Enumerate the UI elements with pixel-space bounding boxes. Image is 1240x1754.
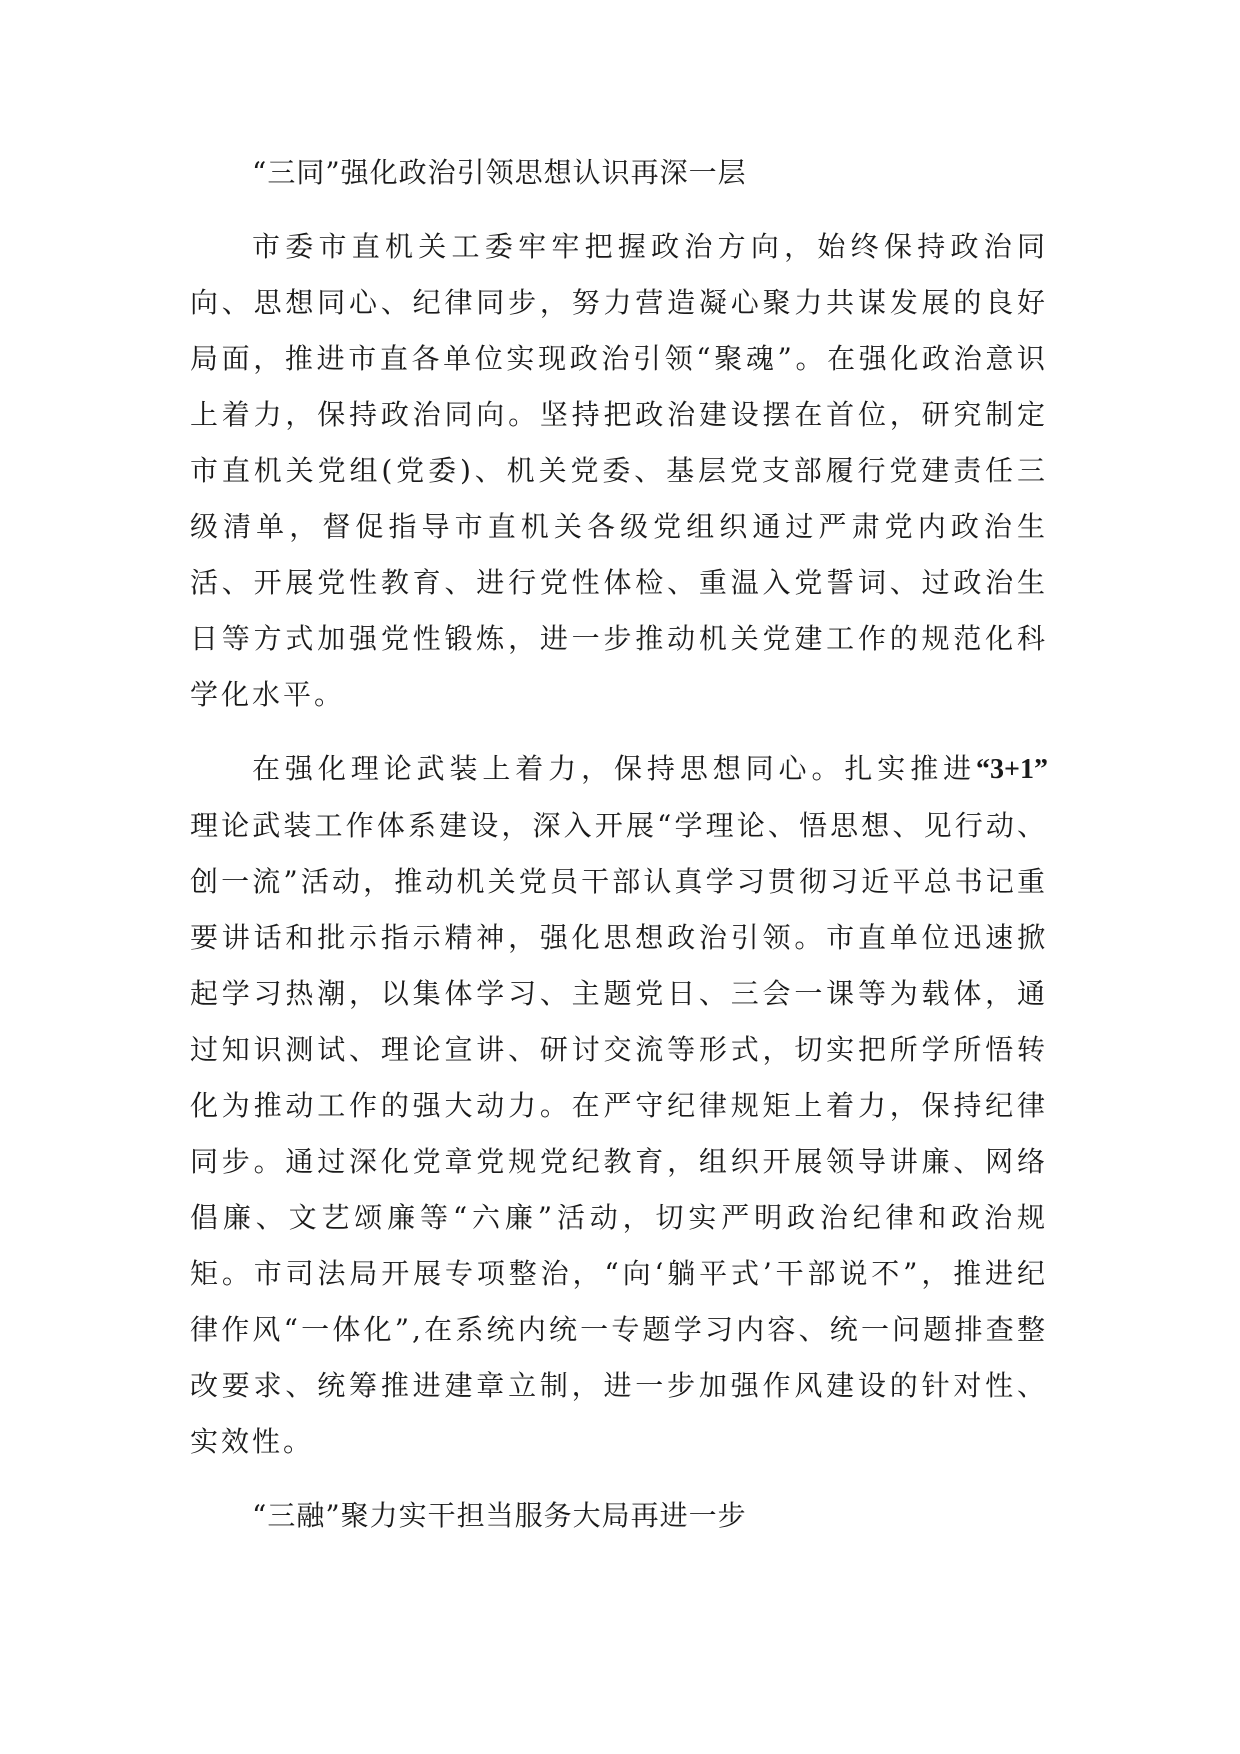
paragraph-2-bold-term: “3+1”: [976, 754, 1048, 785]
paragraph-2-lead: 在强化理论武装上着力，保持思想同心。扎实推进: [252, 752, 977, 785]
paragraph-2-rest: 理论武装工作体系建设，深入开展“学理论、悟思想、见行动、创一流”活动，推动机关党员干部认真学习贯彻习近平总书记重要讲话和批示指示精神，强化思想政治引领。市直单位迅速掀起学习热潮，以集体学习、主题党日、三会一课等为载体，通过知识测试、理论宣讲、研讨交流等形式，切实把所学所悟转化为推动工作的强大动力。在严守纪律规矩上着力，保持纪律同步。通过深化党章党规党纪教育，组织开展领导讲廉、网络倡廉、文艺颂廉等“六廉”活动，切实严明政治纪律和政治规矩。市司法局开展专项整治，“向‘躺平式’干部说不”，推进纪律作风“一体化”,在系统内统一专题学习内容、统一问题排查整改要求、统筹推进建章立制，进一步加强作风建设的针对性、实效性。: [190, 809, 1048, 1458]
section-heading-1: “三同”强化政治引领思想认识再深一层: [252, 156, 747, 189]
paragraph-2: [190, 741, 1048, 1470]
paragraph-1: 市委市直机关工委牢牢把握政治方向，始终保持政治同向、思想同心、纪律同步，努力营造凝心聚力共谋发展的良好局面，推进市直各单位实现政治引领“聚魂”。在强化政治意识上着力，保持政治同向。坚持把政治建设摆在首位，研究制定市直机关党组(党委)、机关党委、基层党支部履行党建责任三级清单，督促指导市直机关各级党组织通过严肃党内政治生活、开展党性教育、进行党性体检、重温入党誓词、过政治生日等方式加强党性锻炼，进一步推动机关党建工作的规范化科学化水平。: [190, 230, 1048, 711]
document-body: [190, 145, 1048, 1544]
section-heading-2: “三融”聚力实干担当服务大局再进一步: [252, 1499, 747, 1532]
